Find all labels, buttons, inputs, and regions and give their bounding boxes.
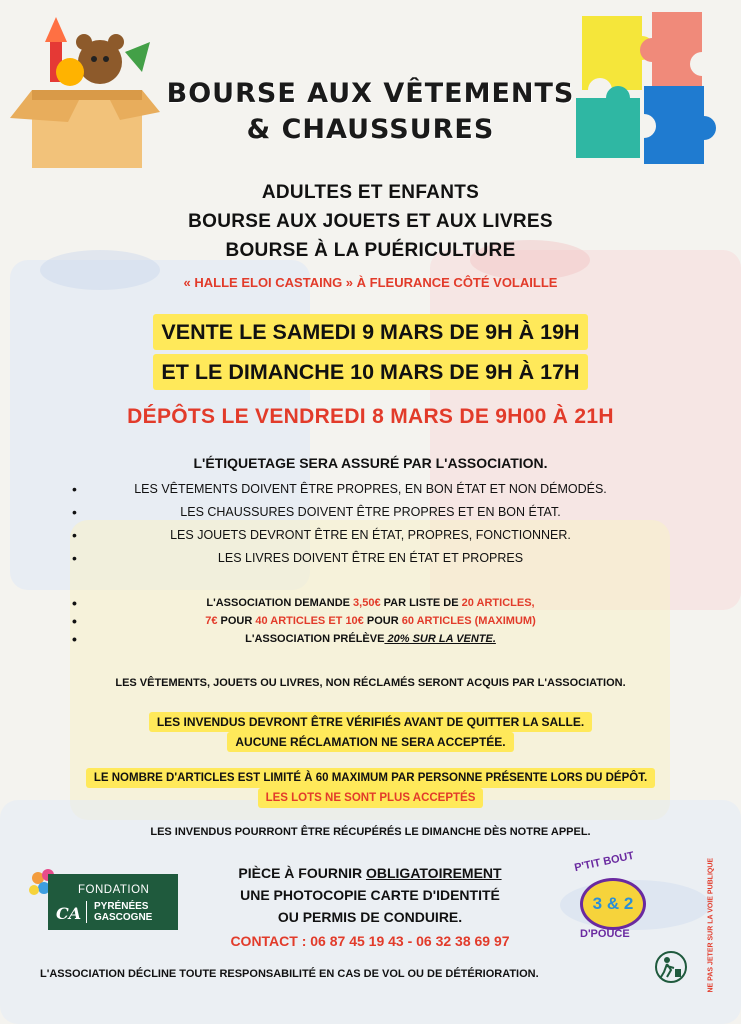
rules-list: [0, 478, 741, 570]
sponsor-divider: [86, 901, 87, 923]
subtitle-adultes: ADULTES ET ENFANTS: [261, 182, 480, 203]
subtitle-puericulture: BOURSE À LA PUÉRICULTURE: [225, 240, 516, 261]
sponsor-line-2: PYRÉNÉES: [94, 901, 149, 912]
limite-line-2: LES LOTS NE SONT PLUS ACCEPTÉS: [258, 788, 484, 808]
piece-line-2: UNE PHOTOCOPIE CARTE D'IDENTITÉ: [240, 887, 500, 903]
list-item: • LES LIVRES DOIVENT ÊTRE EN ÉTAT ET PROPRES: [72, 550, 524, 566]
list-item: • LES JOUETS DEVRONT ÊTRE EN ÉTAT, PROPRES, FONCTIONNER.: [72, 527, 571, 543]
sponsor-logo: [48, 874, 178, 930]
tidyman-icon: [654, 950, 688, 984]
limite-line-1: LE NOMBRE D'ARTICLES EST LIMITÉ À 60 MAXIMUM PAR PERSONNE PRÉSENTE LORS DU DÉPÔT.: [86, 768, 655, 788]
piece-block: [190, 862, 550, 952]
depots-line: DÉPÔTS LE VENDREDI 8 MARS DE 9H00 À 21H: [127, 405, 614, 428]
association-logo: [566, 849, 656, 946]
side-note: NE PAS JETER SUR LA VOIE PUBLIQUE: [707, 857, 715, 993]
title-line-2: & CHAUSSURES: [246, 114, 495, 145]
piece-line-1: PIÈCE À FOURNIR OBLIGATOIREMENT: [238, 865, 502, 881]
vente-line-2: ET LE DIMANCHE 10 MARS DE 9H À 17H: [153, 354, 587, 390]
title-line-1: BOURSE AUX VÊTEMENTS: [166, 78, 575, 109]
contact-line: CONTACT : 06 87 45 19 43 - 06 32 38 69 97: [230, 933, 510, 949]
list-item: • L'ASSOCIATION PRÉLÈVE 20% SUR LA VENTE.: [72, 631, 496, 647]
assoc-logo-middle: 3 & 2: [580, 878, 646, 930]
non-reclames-line: LES VÊTEMENTS, JOUETS OU LIVRES, NON RÉCLAMÉS SERONT ACQUIS PAR L'ASSOCIATION.: [115, 677, 626, 689]
vente-block: [0, 314, 741, 390]
disclaimer-line: L'ASSOCIATION DÉCLINE TOUTE RESPONSABILITÉ EN CAS DE VOL OU DE DÉTÉRIORATION.: [40, 968, 539, 980]
invendus-block: [0, 712, 741, 752]
sponsor-line-1: FONDATION: [78, 884, 150, 896]
assoc-logo-top: P'TIT BOUT: [573, 849, 636, 875]
assoc-logo-bottom: D'POUCE: [580, 928, 630, 940]
list-item: • L'ASSOCIATION DEMANDE 3,50€ PAR LISTE DE 20 ARTICLES,: [72, 595, 535, 611]
list-item: • LES VÊTEMENTS DOIVENT ÊTRE PROPRES, EN BON ÉTAT ET NON DÉMODÉS.: [72, 481, 607, 497]
invendus-line-2: AUCUNE RÉCLAMATION NE SERA ACCEPTÉE.: [227, 732, 513, 752]
etiquetage-line: L'ÉTIQUETAGE SERA ASSURÉ PAR L'ASSOCIATION.: [193, 455, 548, 471]
sponsor-line-3: GASCOGNE: [94, 912, 153, 923]
list-item: • LES CHAUSSURES DOIVENT ÊTRE PROPRES ET EN BON ÉTAT.: [72, 504, 561, 520]
limite-block: [0, 768, 741, 808]
recuperes-line: LES INVENDUS POURRONT ÊTRE RÉCUPÉRÉS LE DIMANCHE DÈS NOTRE APPEL.: [150, 826, 591, 838]
invendus-line-1: LES INVENDUS DEVRONT ÊTRE VÉRIFIÉS AVANT DE QUITTER LA SALLE.: [149, 712, 592, 732]
venue-line: « HALLE ELOI CASTAING » À FLEURANCE CÔTÉ VOLAILLE: [183, 275, 558, 290]
subtitle-jouets: BOURSE AUX JOUETS ET AUX LIVRES: [188, 211, 553, 232]
list-item: • 7€ POUR 40 ARTICLES ET 10€ POUR 60 ARTICLES (MAXIMUM): [72, 613, 536, 629]
piece-line-3: OU PERMIS DE CONDUIRE.: [277, 909, 463, 925]
pricing-list: [0, 594, 741, 648]
sponsor-mark: CA: [56, 904, 82, 923]
vente-line-1: VENTE LE SAMEDI 9 MARS DE 9H À 19H: [153, 314, 587, 350]
